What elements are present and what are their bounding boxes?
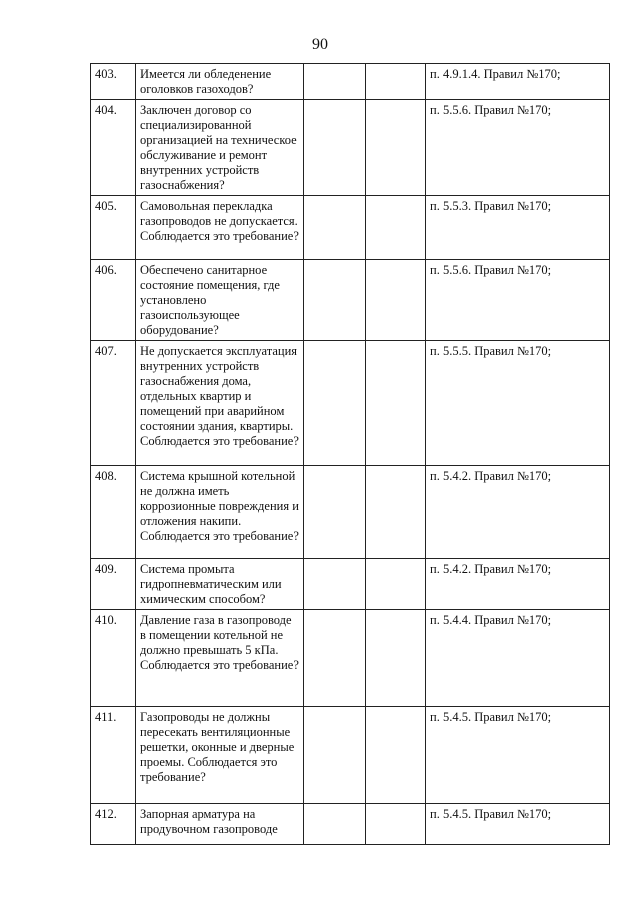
answer-cell-no xyxy=(366,466,426,559)
table-row xyxy=(91,196,610,260)
question-text: Газопроводы не должны пересекать вентиляционные решетки, оконные и дверные проемы. Соблюдается это требование? xyxy=(136,707,304,804)
table-row xyxy=(91,610,610,707)
row-number: 410. xyxy=(91,610,136,707)
question-text: Обеспечено санитарное состояние помещения, где установлено газоиспользующее оборудование? xyxy=(136,260,304,341)
table-row xyxy=(91,64,610,100)
answer-cell-yes xyxy=(304,100,366,196)
legal-reference: п. 5.4.5. Правил №170; xyxy=(426,804,610,845)
question-text: Имеется ли обледенение оголовков газоходов? xyxy=(136,64,304,100)
row-number: 408. xyxy=(91,466,136,559)
table-row xyxy=(91,260,610,341)
row-number: 404. xyxy=(91,100,136,196)
row-number: 406. xyxy=(91,260,136,341)
answer-cell-no xyxy=(366,707,426,804)
table-row xyxy=(91,559,610,610)
checklist-table xyxy=(90,63,610,845)
table-row xyxy=(91,341,610,466)
legal-reference: п. 5.5.6. Правил №170; xyxy=(426,100,610,196)
legal-reference: п. 5.4.5. Правил №170; xyxy=(426,707,610,804)
row-number: 409. xyxy=(91,559,136,610)
answer-cell-no xyxy=(366,559,426,610)
question-text: Система крышной котельной не должна иметь коррозионные повреждения и отложения накипи. Соблюдается это требование? xyxy=(136,466,304,559)
answer-cell-no xyxy=(366,100,426,196)
row-number: 412. xyxy=(91,804,136,845)
row-number: 405. xyxy=(91,196,136,260)
answer-cell-no xyxy=(366,804,426,845)
question-text: Самовольная перекладка газопроводов не допускается. Соблюдается это требование? xyxy=(136,196,304,260)
legal-reference: п. 5.5.6. Правил №170; xyxy=(426,260,610,341)
row-number: 411. xyxy=(91,707,136,804)
answer-cell-yes xyxy=(304,559,366,610)
answer-cell-yes xyxy=(304,341,366,466)
legal-reference: п. 5.5.5. Правил №170; xyxy=(426,341,610,466)
row-number: 407. xyxy=(91,341,136,466)
answer-cell-no xyxy=(366,341,426,466)
question-text: Заключен договор со специализированной организацией на техническое обслуживание и ремонт внутренних устройств газоснабжения? xyxy=(136,100,304,196)
row-number: 403. xyxy=(91,64,136,100)
answer-cell-yes xyxy=(304,260,366,341)
answer-cell-yes xyxy=(304,466,366,559)
answer-cell-yes xyxy=(304,804,366,845)
legal-reference: п. 5.5.3. Правил №170; xyxy=(426,196,610,260)
answer-cell-yes xyxy=(304,64,366,100)
question-text: Не допускается эксплуатация внутренних устройств газоснабжения дома, отдельных квартир и помещений при аварийном состоянии здания, квартиры. Соблюдается это требование? xyxy=(136,341,304,466)
table-row xyxy=(91,100,610,196)
legal-reference: п. 4.9.1.4. Правил №170; xyxy=(426,64,610,100)
answer-cell-yes xyxy=(304,707,366,804)
answer-cell-yes xyxy=(304,196,366,260)
question-text: Запорная арматура на продувочном газопроводе xyxy=(136,804,304,845)
question-text: Давление газа в газопроводе в помещении котельной не должно превышать 5 кПа. Соблюдается это требование? xyxy=(136,610,304,707)
question-text: Система промыта гидропневматическим или химическим способом? xyxy=(136,559,304,610)
answer-cell-yes xyxy=(304,610,366,707)
table-row xyxy=(91,804,610,845)
table-row xyxy=(91,466,610,559)
answer-cell-no xyxy=(366,196,426,260)
answer-cell-no xyxy=(366,610,426,707)
legal-reference: п. 5.4.2. Правил №170; xyxy=(426,559,610,610)
page-number: 90 xyxy=(312,36,328,53)
table-row xyxy=(91,707,610,804)
legal-reference: п. 5.4.4. Правил №170; xyxy=(426,610,610,707)
answer-cell-no xyxy=(366,64,426,100)
legal-reference: п. 5.4.2. Правил №170; xyxy=(426,466,610,559)
answer-cell-no xyxy=(366,260,426,341)
